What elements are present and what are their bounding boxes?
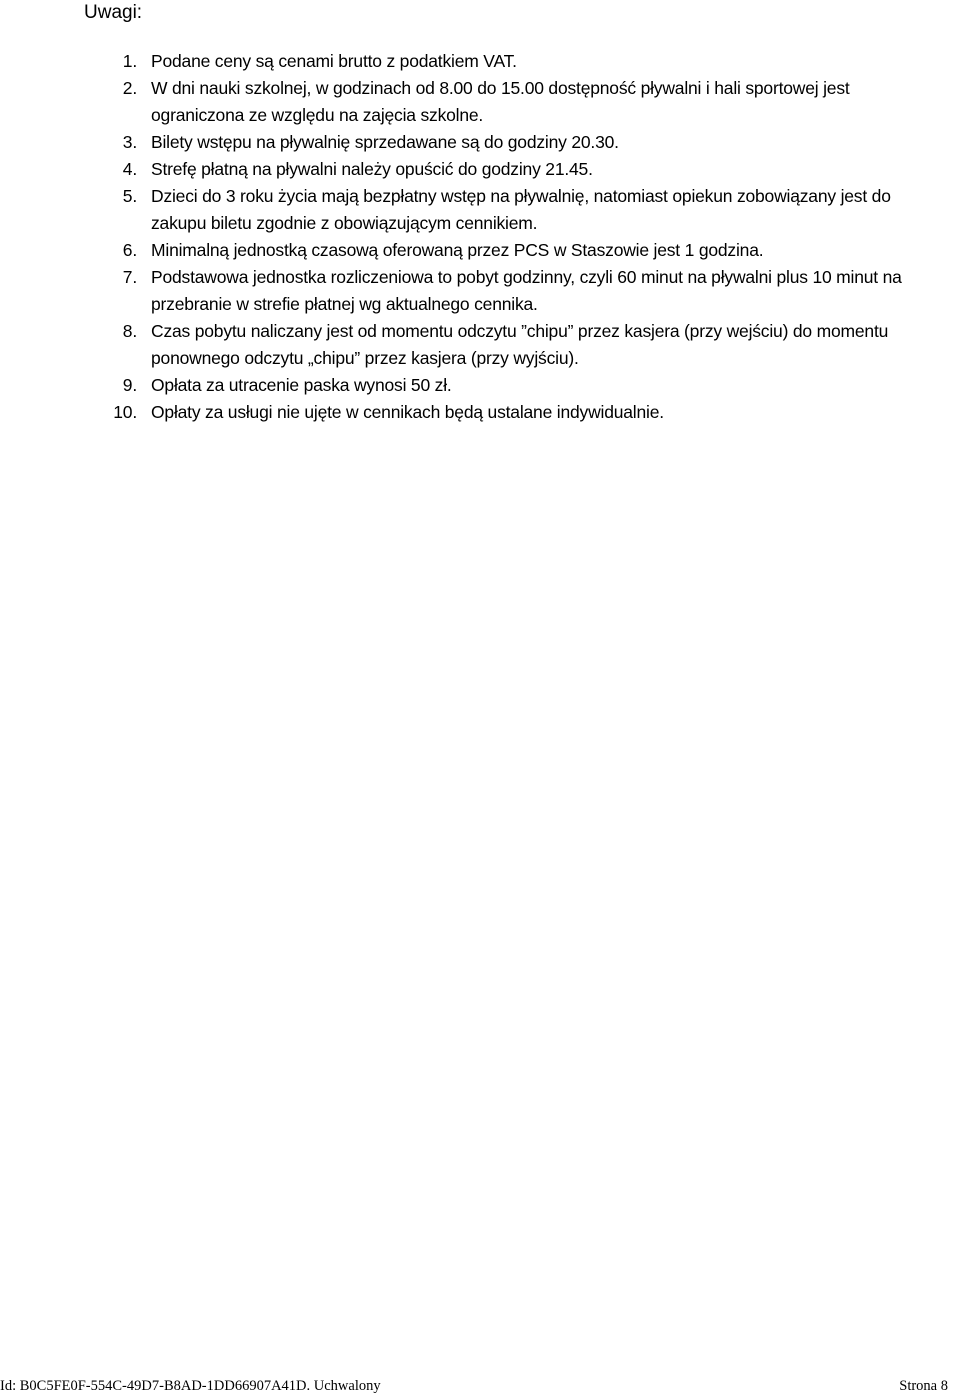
note-item <box>0 48 960 75</box>
notes-list <box>0 48 960 426</box>
note-number: 2. <box>122 78 137 98</box>
note-number: 1. <box>122 51 137 71</box>
note-item <box>0 183 960 237</box>
note-item <box>0 156 960 183</box>
note-text: Bilety wstępu na pływalnię sprzedawane są do godziny 20.30. <box>151 132 619 152</box>
note-item <box>0 264 960 318</box>
note-item <box>0 399 960 426</box>
note-number: 7. <box>122 267 137 287</box>
note-item <box>0 75 960 129</box>
note-text: Podane ceny są cenami brutto z podatkiem VAT. <box>151 51 517 71</box>
note-number: 10. <box>113 402 137 422</box>
footer-document-id: Id: B0C5FE0F-554C-49D7-B8AD-1DD66907A41D. Uchwalony <box>0 1378 381 1394</box>
footer-page-number: Strona 8 <box>899 1378 948 1394</box>
note-text: Strefę płatną na pływalni należy opuścić do godziny 21.45. <box>151 159 593 179</box>
note-text: Opłaty za usługi nie ujęte w cennikach będą ustalane indywidualnie. <box>151 402 664 422</box>
notes-heading: Uwagi: <box>84 2 143 23</box>
note-text: W dni nauki szkolnej, w godzinach od 8.00 do 15.00 dostępność pływalni i hali sportowej jest ograniczona ze względu na zajęcia szkolne. <box>151 78 850 125</box>
note-number: 5. <box>122 186 137 206</box>
note-number: 4. <box>122 159 137 179</box>
note-text: Podstawowa jednostka rozliczeniowa to pobyt godzinny, czyli 60 minut na pływalni plus 10 minut na przebranie w strefie płatnej wg aktualnego cennika. <box>151 267 902 314</box>
note-number: 3. <box>122 132 137 152</box>
note-text: Czas pobytu naliczany jest od momentu odczytu ”chipu” przez kasjera (przy wejściu) do momentu ponownego odczytu „chipu” przez kasjera (przy wyjściu). <box>151 321 889 368</box>
note-text: Opłata za utracenie paska wynosi 50 zł. <box>151 375 452 395</box>
note-item <box>0 372 960 399</box>
note-item <box>0 129 960 156</box>
note-item <box>0 237 960 264</box>
note-number: 6. <box>122 240 137 260</box>
note-text: Minimalną jednostką czasową oferowaną przez PCS w Staszowie jest 1 godzina. <box>151 240 764 260</box>
note-number: 9. <box>122 375 137 395</box>
note-number: 8. <box>122 321 137 341</box>
note-text: Dzieci do 3 roku życia mają bezpłatny wstęp na pływalnię, natomiast opiekun zobowiązany jest do zakupu biletu zgodnie z obowiązującym cennikiem. <box>151 186 891 233</box>
note-item <box>0 318 960 372</box>
